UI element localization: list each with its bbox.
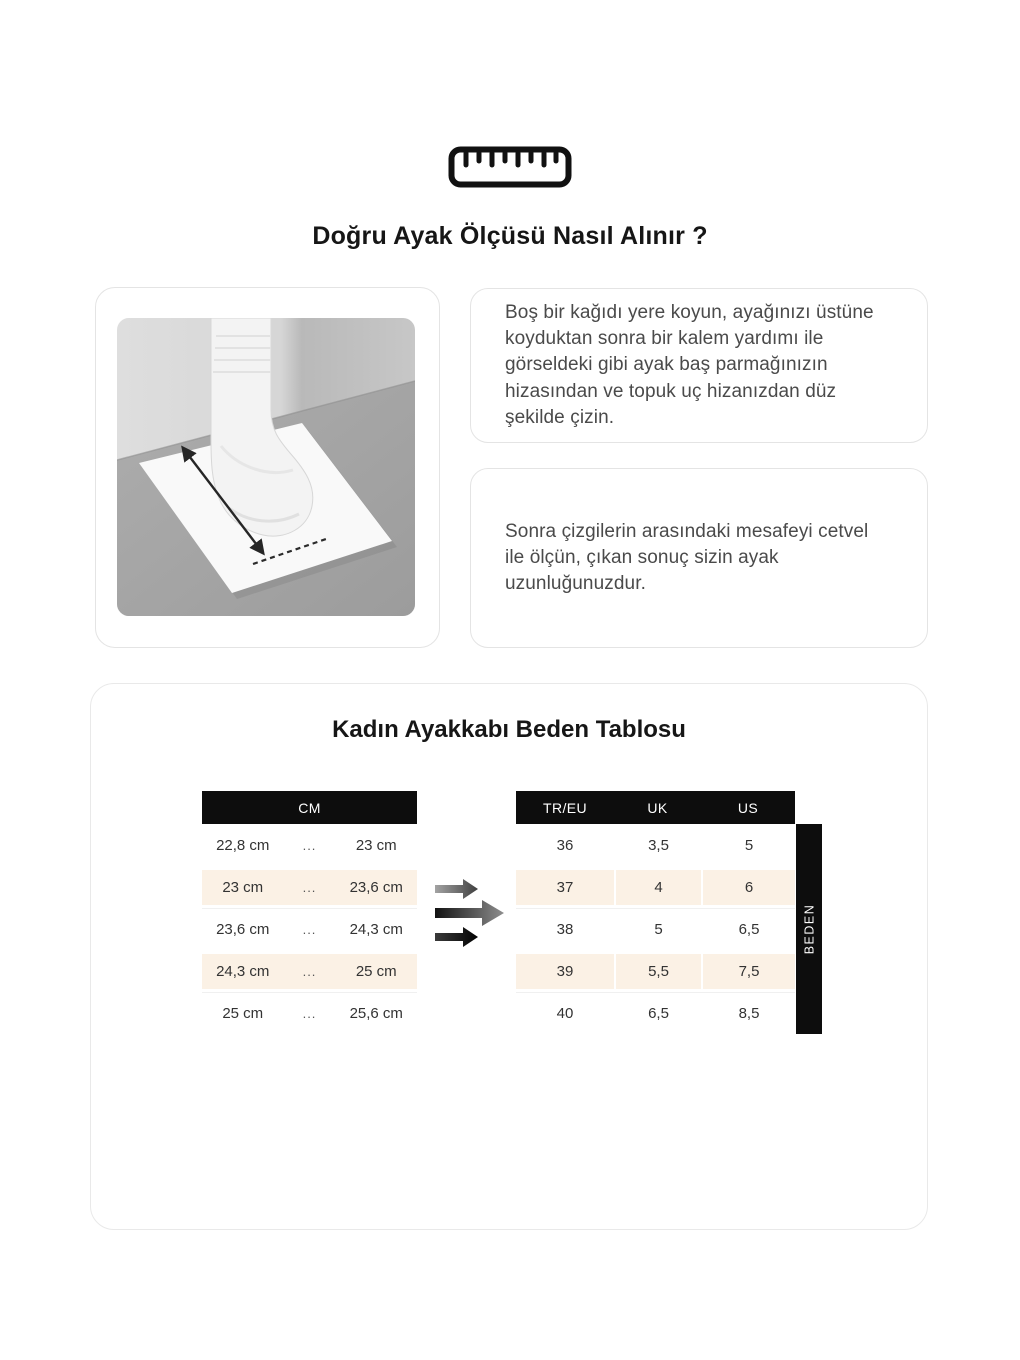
cell-uk: 6,5 [614,993,701,1034]
cm-header-label: CM [298,799,321,816]
cell-tr-eu: 37 [556,879,574,896]
range-dots: ... [302,1006,317,1021]
table-row [516,866,795,908]
table-row [516,992,795,1034]
cm-to: 23,6 cm [349,879,403,896]
cm-from: 25 cm [222,1005,264,1022]
cm-from: 22,8 cm [216,836,270,854]
cell-tr-eu: 38 [556,921,574,938]
cm-table [202,791,417,1034]
intl-table-header [516,791,795,824]
table-row [202,992,417,1034]
foot-on-paper-illustration [117,318,415,616]
cell-tr-eu: 39 [556,963,574,980]
cm-to: 24,3 cm [349,921,403,938]
range-dots: ... [302,880,317,895]
cell-us: 5 [701,824,795,866]
cm-table-header [202,791,417,824]
range-dots: ... [302,964,317,979]
cell-uk: 4 [614,867,701,908]
cm-to: 25 cm [355,963,397,980]
header-uk: UK [647,799,668,816]
instruction-step-2: Sonra çizgilerin arasındaki mesafeyi cetvel ile ölçün, çıkan sonuç sizin ayak uzunluğunuzdur. [505,520,869,595]
header-tr-eu: TR/EU [543,799,587,816]
foot-measurement-photo [117,318,415,616]
table-row [202,908,417,950]
table-row [516,824,795,866]
cell-uk: 5 [614,909,701,950]
cm-from: 24,3 cm [216,963,270,980]
instruction-step-1: Boş bir kağıdı yere koyun, ayağınızı üstüne koyduktan sonra bir kalem yardımı ile görseldeki gibi ayak baş parmağınızın hizasından ve topuk uç hizanızdan düz şekilde çizin. [505,301,874,428]
cm-to: 23 cm [355,836,397,854]
table-row [516,908,795,950]
foot-measurement-photo-card [95,287,440,648]
table-row [202,866,417,908]
cell-uk: 5,5 [614,951,701,992]
cm-from: 23,6 cm [216,921,270,938]
cm-from: 23 cm [222,879,264,896]
cell-us: 8,5 [701,993,795,1034]
size-chart-title: Kadın Ayakkabı Beden Tablosu [332,716,686,743]
cell-tr-eu: 40 [556,1005,574,1022]
instruction-card-1 [470,288,928,443]
cell-us: 7,5 [701,951,795,992]
header-us: US [737,799,759,816]
cm-to: 25,6 cm [349,1005,403,1022]
conversion-arrows-icon [434,877,506,949]
table-row [202,824,417,866]
ruler-icon-svg [448,146,572,188]
cell-uk: 3,5 [614,824,701,866]
range-dots: ... [302,922,317,937]
size-chart-card [90,683,928,1230]
cell-tr-eu: 36 [556,836,574,854]
intl-size-table [516,791,795,1034]
ruler-icon [448,146,572,188]
page-title: Doğru Ayak Ölçüsü Nasıl Alınır ? [312,222,708,250]
beden-label-text: BEDEN [802,903,817,955]
cell-us: 6 [701,867,795,908]
beden-side-label [796,824,822,1034]
range-dots: ... [302,837,317,853]
table-row [516,950,795,992]
instruction-card-2 [470,468,928,648]
cell-us: 6,5 [701,909,795,950]
table-row [202,950,417,992]
